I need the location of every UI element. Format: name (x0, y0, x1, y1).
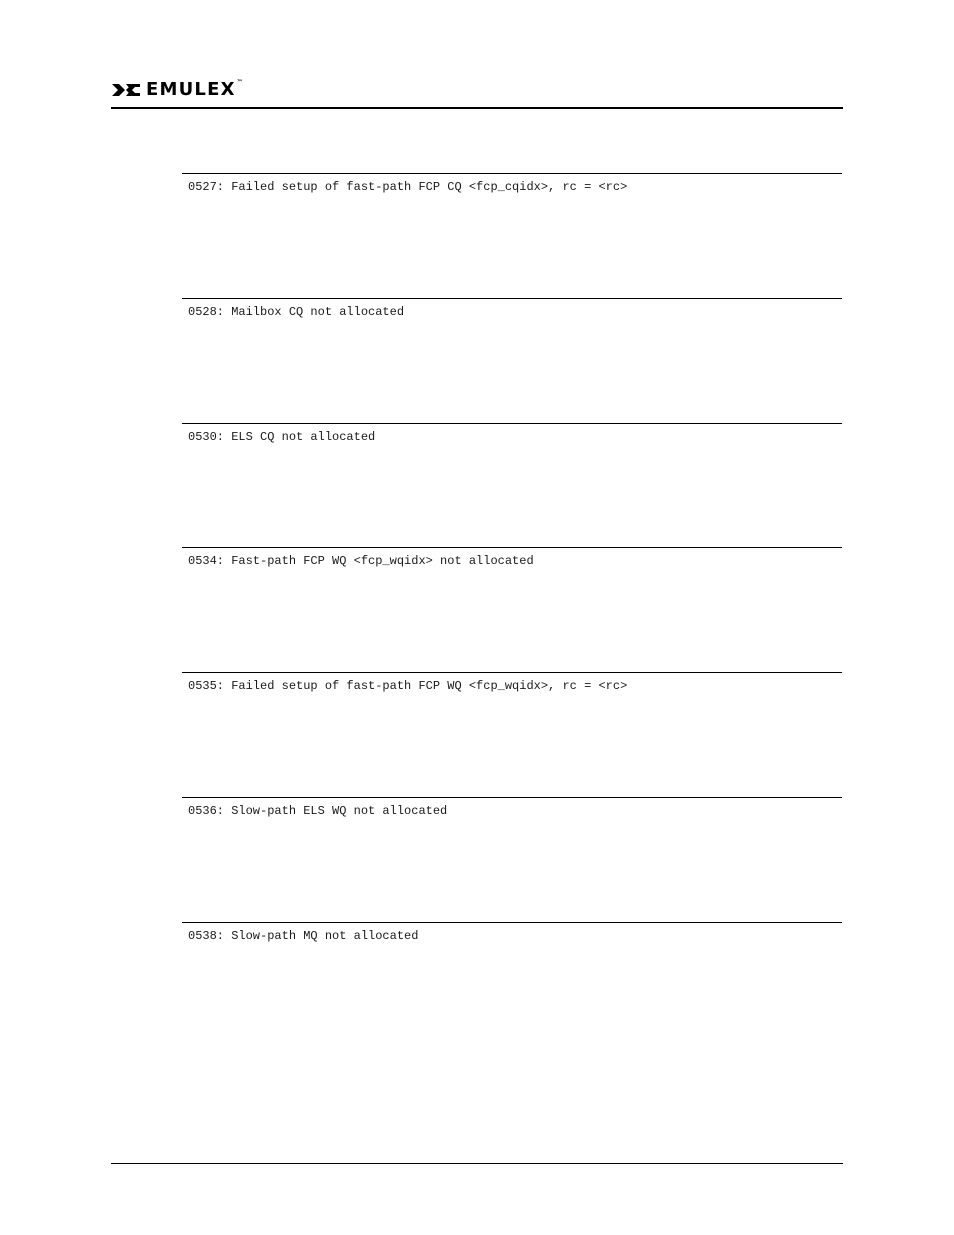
page-header (111, 78, 843, 110)
message-entry-0528 (182, 298, 842, 423)
message-text: 0530: ELS CQ not allocated (188, 429, 376, 444)
message-entry-0527 (182, 173, 842, 298)
message-text: 0538: Slow-path MQ not allocated (188, 928, 419, 943)
message-text: 0535: Failed setup of fast-path FCP WQ <fcp_wqidx>, rc = <rc> (188, 679, 628, 694)
message-text: 0536: Slow-path ELS WQ not allocated (188, 803, 448, 818)
trademark-mark: ™ (236, 79, 244, 86)
message-list (182, 173, 842, 1047)
header-divider (111, 107, 843, 109)
logo-wordmark: EMULEX™ (146, 79, 244, 100)
footer-divider (111, 1163, 843, 1164)
message-entry-0536 (182, 797, 842, 922)
message-text: 0527: Failed setup of fast-path FCP CQ <fcp_cqidx>, rc = <rc> (188, 180, 628, 194)
emulex-chevron-logo-icon (111, 82, 141, 98)
message-entry-0530 (182, 423, 842, 548)
message-text: 0534: Fast-path FCP WQ <fcp_wqidx> not allocated (188, 554, 534, 569)
message-text: 0528: Mailbox CQ not allocated (188, 304, 405, 319)
message-entry-0535 (182, 672, 842, 797)
message-entry-0538 (182, 922, 842, 1047)
message-entry-0534 (182, 547, 842, 672)
emulex-logo (111, 78, 244, 102)
